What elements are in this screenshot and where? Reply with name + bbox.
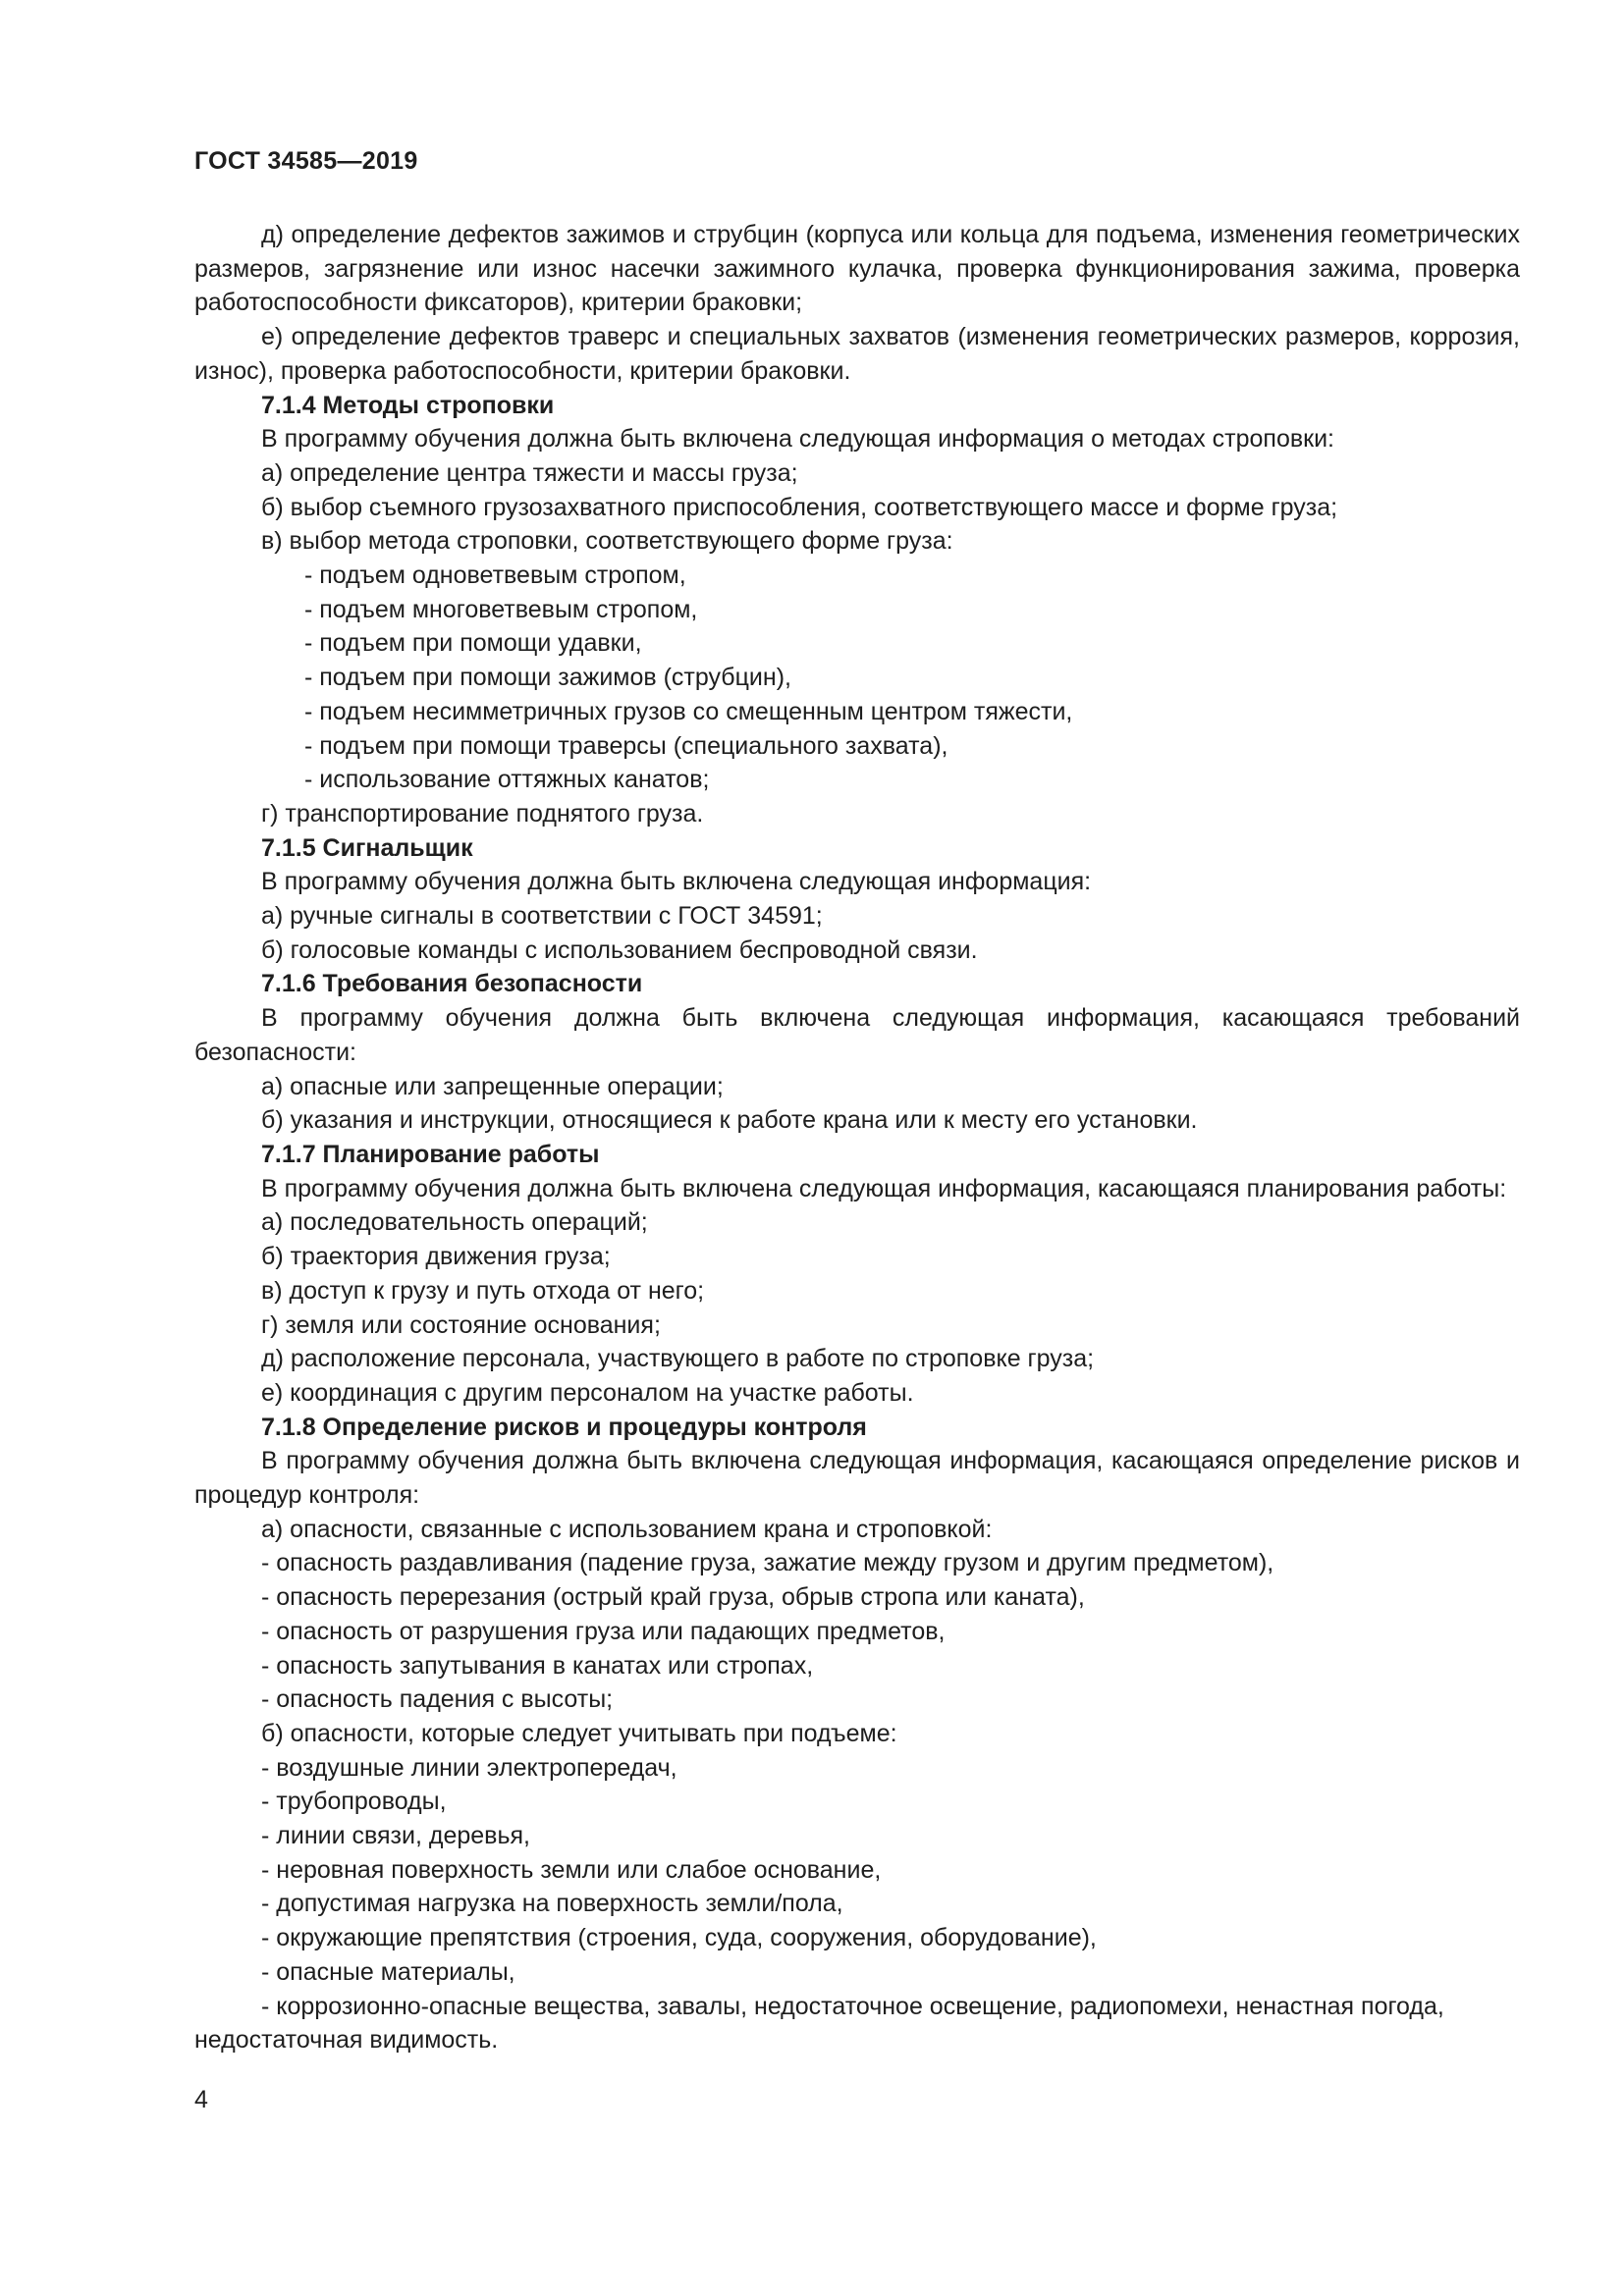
dash-list-item: - неровная поверхность земли или слабое основание, [261, 1855, 882, 1884]
list-item: б) опасности, которые следует учитывать при подъеме: [261, 1719, 897, 1747]
dash-list-item: - опасность падения с высоты; [261, 1685, 614, 1714]
section-heading: 7.1.4 Методы строповки [261, 391, 555, 419]
paragraph: В программу обучения должна быть включена следующая информация, касающаяся планирования работы: [261, 1174, 1507, 1202]
dash-list-item: - воздушные линии электропередач, [261, 1753, 677, 1782]
paragraph: В программу обучения должна быть включена следующая информация: [261, 868, 1092, 896]
sublist-item: - подъем одноветвевым стропом, [304, 561, 686, 590]
list-item: г) земля или состояние основания; [261, 1310, 661, 1339]
dash-list-item: - опасность перерезания (острый край груза, обрыв стропа или каната), [261, 1583, 1085, 1612]
list-item: б) траектория движения груза; [261, 1243, 611, 1271]
document-header: ГОСТ 34585—2019 [194, 147, 418, 175]
list-item: а) последовательность операций; [261, 1208, 648, 1237]
sublist-item: - использование оттяжных канатов; [304, 766, 710, 794]
sublist-item: - подъем при помощи траверсы (специального захвата), [304, 731, 948, 760]
paragraph: е) определение дефектов траверс и специальных захватов (изменения геометрических размеров, коррозия, износ), проверка работоспособности, критерии браковки. [194, 323, 1520, 385]
paragraph: В программу обучения должна быть включена следующая информация о методах строповки: [261, 425, 1334, 454]
section-heading: 7.1.7 Планирование работы [261, 1140, 600, 1168]
section-heading: 7.1.8 Определение рисков и процедуры контроля [261, 1413, 867, 1441]
page-number: 4 [194, 2086, 208, 2113]
list-item: а) опасные или запрещенные операции; [261, 1072, 724, 1100]
dash-list-item: - линии связи, деревья, [261, 1822, 530, 1850]
section-heading: 7.1.6 Требования безопасности [261, 970, 643, 998]
list-item: е) координация с другим персоналом на участке работы. [261, 1378, 914, 1407]
list-item: б) голосовые команды с использованием беспроводной связи. [261, 935, 978, 964]
list-item: а) ручные сигналы в соответствии с ГОСТ 34591; [261, 902, 823, 931]
sublist-item: - подъем многоветвевым стропом, [304, 595, 698, 623]
list-item: а) определение центра тяжести и массы груза; [261, 458, 798, 487]
dash-list-item: - трубопроводы, [261, 1788, 447, 1816]
list-item: в) выбор метода строповки, соответствующего форме груза: [261, 527, 953, 556]
dash-list-item: - опасные материалы, [261, 1957, 515, 1986]
document-body [194, 218, 1520, 2057]
list-item: а) опасности, связанные с использованием крана и строповкой: [261, 1515, 993, 1543]
dash-list-item: - опасность раздавливания (падение груза, зажатие между грузом и другим предметом), [261, 1549, 1274, 1577]
paragraph: - коррозионно-опасные вещества, завалы, недостаточное освещение, радиопомехи, ненастная погода, недостаточная видимость. [194, 1992, 1444, 2055]
dash-list-item: - опасность от разрушения груза или падающих предметов, [261, 1617, 946, 1645]
list-item: в) доступ к грузу и путь отхода от него; [261, 1276, 705, 1305]
list-item: г) транспортирование поднятого груза. [261, 799, 704, 828]
list-item: б) выбор съемного грузозахватного приспособления, соответствующего массе и форме груза; [261, 493, 1338, 521]
dash-list-item: - допустимая нагрузка на поверхность земли/пола, [261, 1890, 843, 1918]
section-heading: 7.1.5 Сигнальщик [261, 833, 473, 862]
paragraph: д) определение дефектов зажимов и струбцин (корпуса или кольца для подъема, изменения геометрических размеров, загрязнение или износ насечки зажимного кулачка, проверка функционирования зажима, проверка работоспособности фиксаторов), критерии браковки; [194, 221, 1520, 317]
list-item: б) указания и инструкции, относящиеся к работе крана или к месту его установки. [261, 1106, 1198, 1135]
sublist-item: - подъем при помощи удавки, [304, 629, 642, 658]
sublist-item: - подъем при помощи зажимов (струбцин), [304, 664, 791, 692]
dash-list-item: - опасность запутывания в канатах или стропах, [261, 1651, 814, 1680]
list-item: д) расположение персонала, участвующего в работе по строповке груза; [261, 1345, 1095, 1373]
sublist-item: - подъем несимметричных грузов со смещенным центром тяжести, [304, 697, 1073, 725]
paragraph: В программу обучения должна быть включена следующая информация, касающаяся определение рисков и процедур контроля: [194, 1447, 1520, 1510]
paragraph: В программу обучения должна быть включена следующая информация, касающаяся требований безопасности: [194, 1004, 1520, 1066]
dash-list-item: - окружающие препятствия (строения, суда, сооружения, оборудование), [261, 1924, 1097, 1952]
